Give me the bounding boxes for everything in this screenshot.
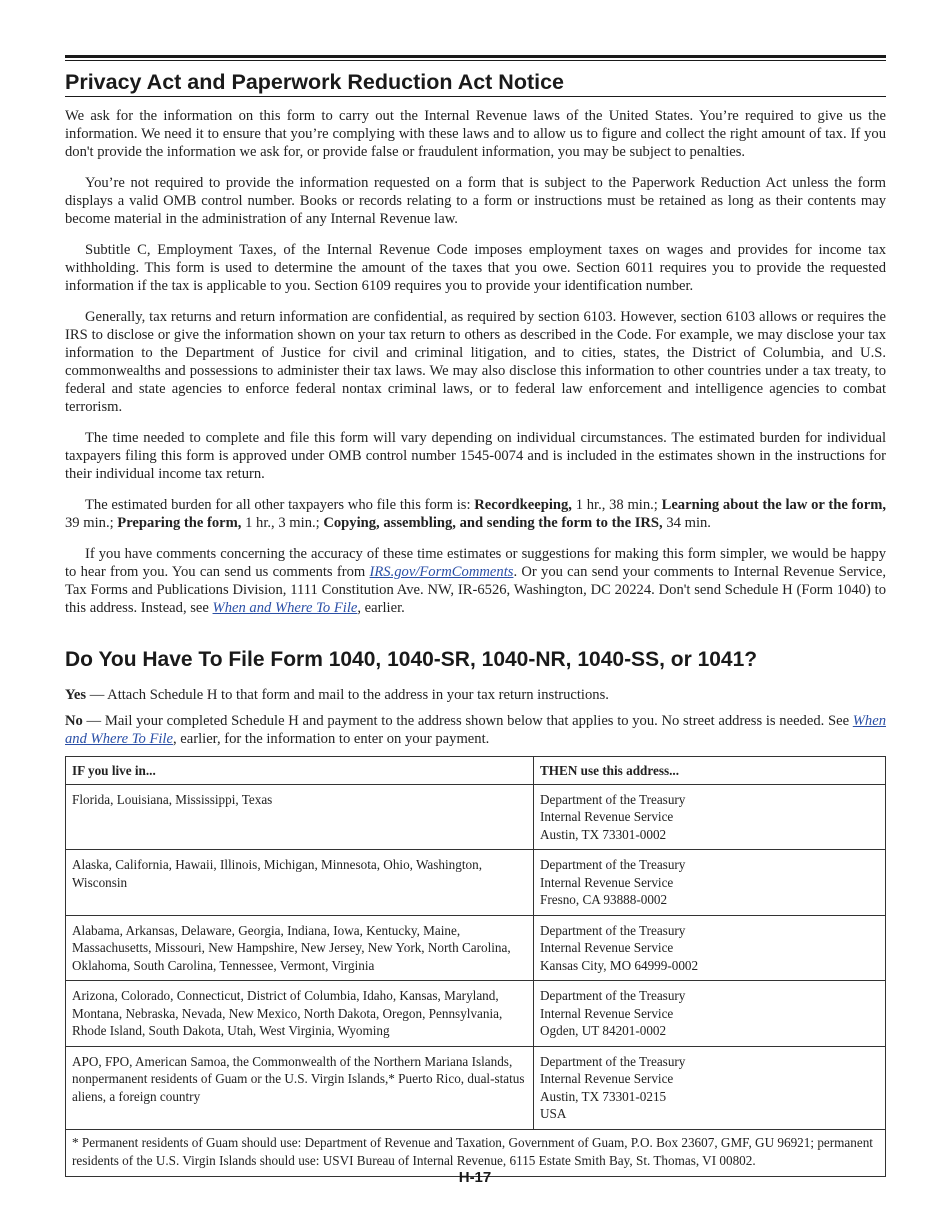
col-header-state: IF you live in... (66, 757, 534, 785)
page-number: H-17 (458, 1169, 492, 1186)
address-line: Internal Revenue Service (540, 809, 674, 824)
col-header-address: THEN use this address... (534, 757, 886, 785)
yes-text: — Attach Schedule H to that form and mail to the address in your tax return instructions. (86, 687, 609, 703)
burden-intro: The estimated burden for all other taxpayers who file this form is: (85, 497, 475, 513)
document-page (65, 55, 886, 1177)
address-cell (534, 1046, 886, 1129)
states-cell: Arizona, Colorado, Connecticut, District of Columbia, Idaho, Kansas, Maryland, Montana, Nebraska, Nevada, New Mexico, North Dakota, Oregon, Pennsylvania, Rhode Island, South Dakota, Utah, West Virginia, Wyoming (66, 981, 534, 1047)
table-row (66, 915, 886, 981)
address-line: Ogden, UT 84201-0002 (540, 1023, 667, 1038)
no-label: No (65, 713, 83, 729)
address-line: Austin, TX 73301-0215 (540, 1088, 667, 1104)
address-line: Austin, TX 73301-0002 (540, 826, 667, 842)
no-text-2: , earlier, for the information to enter on your payment. (172, 731, 490, 747)
address-line: Department of the Treasury (540, 857, 686, 872)
top-rule-thick (65, 55, 886, 58)
top-rule-thin (65, 60, 886, 61)
address-line: Internal Revenue Service (540, 874, 674, 890)
address-line: Department of the Treasury (540, 922, 686, 938)
table-row (66, 784, 886, 850)
address-table (65, 756, 886, 1177)
privacy-paragraph-5: The time needed to complete and file this form will vary depending on individual circumstances. The estimated burden for individual taxpayers filing this form is approved under OMB control number 1545-0074 and is included in the estimates shown in the instructions for their individual income tax return. (65, 430, 886, 482)
states-cell: APO, FPO, American Samoa, the Commonwealth of the Northern Mariana Islands, nonpermanent residents of Guam or the U.S. Virgin Islands,* Puerto Rico, dual-status aliens, a foreign country (66, 1046, 534, 1129)
heading-rule (65, 96, 886, 97)
yes-label: Yes (65, 687, 87, 703)
comments-text-2: . Or you can send your comments to Internal Revenue Service, Tax Forms and Publications Division, 1111 Constitution Ave. NW, IR-6526, Washington, DC 20224. Don't send Schedule H (Form 1040) to this address. Instead, see (65, 564, 886, 616)
yes-paragraph (65, 686, 886, 704)
address-line: Internal Revenue Service (540, 940, 674, 955)
address-cell (534, 850, 886, 916)
learning-label: Learning about the law or the form, (661, 497, 886, 513)
privacy-paragraph-2: You’re not required to provide the information requested on a form that is subject to the Paperwork Reduction Act unless the form displays a valid OMB control number. Books or records relating to a form or instructions must be retained as long as their contents may become material in the administration of any Internal Revenue law. (65, 175, 886, 227)
no-paragraph (65, 712, 886, 748)
address-line: Internal Revenue Service (540, 1005, 674, 1021)
comments-text-1: If you have comments concerning the accuracy of these time estimates or suggestions for making this form simpler, we would be happy to hear from you. You can send us comments from (65, 546, 886, 580)
address-line: Department of the Treasury (540, 988, 686, 1003)
table-row (66, 850, 886, 916)
recordkeeping-label: Recordkeeping, (474, 497, 572, 513)
address-line: Fresno, CA 93888-0002 (540, 892, 668, 907)
table-footnote: * Permanent residents of Guam should use: Department of Revenue and Taxation, Government of Guam, P.O. Box 23607, GMF, GU 96921; permanent residents of the U.S. Virgin Islands should use: USVI Bureau of Internal Revenue, 6115 Estate Smith Bay, St. Thomas, VI 00802. (66, 1129, 886, 1176)
address-cell (534, 981, 886, 1047)
address-cell (534, 915, 886, 981)
privacy-paragraph-3: Subtitle C, Employment Taxes, of the Internal Revenue Code imposes employment taxes on wages and provides for income tax withholding. This form is used to determine the amount of the taxes that you owe. Section 6011 requires you to provide the requested information if the tax is applicable to you. Section 6109 requires you to provide your identification number. (65, 242, 886, 294)
address-line: Department of the Treasury (540, 1053, 686, 1069)
copying-value: 34 min. (662, 515, 711, 531)
table-header-row (66, 757, 886, 785)
table-row (66, 981, 886, 1047)
states-cell: Alabama, Arkansas, Delaware, Georgia, Indiana, Iowa, Kentucky, Maine, Massachusetts, Missouri, New Hampshire, New Jersey, New York, North Carolina, Oklahoma, South Carolina, Tennessee, Vermont, Virginia (66, 915, 534, 981)
preparing-label: Preparing the form, (117, 515, 242, 531)
states-cell: Florida, Louisiana, Mississippi, Texas (66, 784, 534, 850)
address-line: USA (540, 1106, 567, 1121)
privacy-paragraph-4: Generally, tax returns and return information are confidential, as required by section 6103. However, section 6103 allows or requires the IRS to disclose or give the information shown on your tax return to others as described in the Code. For example, we may disclose your tax information to the Department of Justice for civil and criminal litigation, and to cities, states, the District of Columbia, and U.S. commonwealths and possessions to administer their tax laws. We may also disclose this information to other countries under a tax treaty, to federal and state agencies to enforce federal nontax criminal laws, or to federal law enforcement and intelligence agencies to combat terrorism. (65, 309, 886, 415)
address-line: Kansas City, MO 64999-0002 (540, 957, 699, 973)
privacy-heading: Privacy Act and Paperwork Reduction Act Notice (65, 70, 565, 94)
address-line: Internal Revenue Service (540, 1071, 674, 1086)
no-text: — Mail your completed Schedule H and payment to the address shown below that applies to you. No street address is needed. See (82, 713, 853, 729)
address-cell (534, 784, 886, 850)
address-line: Department of the Treasury (540, 791, 686, 807)
recordkeeping-value: 1 hr., 38 min.; (571, 497, 662, 513)
burden-paragraph (65, 496, 886, 532)
no-when-where-file-link[interactable]: When and Where To File (65, 713, 886, 747)
when-where-file-link[interactable]: When and Where To File (212, 600, 358, 616)
comments-paragraph (65, 545, 886, 617)
learning-value: 39 min.; (65, 515, 118, 531)
comments-text-3: , earlier. (357, 600, 405, 616)
filing-heading: Do You Have To File Form 1040, 1040-SR, 1040-NR, 1040-SS, or 1041? (65, 648, 758, 671)
preparing-value: 1 hr., 3 min.; (241, 515, 324, 531)
copying-label: Copying, assembling, and sending the form to the IRS, (323, 515, 663, 531)
states-cell: Alaska, California, Hawaii, Illinois, Michigan, Minnesota, Ohio, Washington, Wisconsin (66, 850, 534, 916)
form-comments-link[interactable]: IRS.gov/FormComments (369, 564, 514, 580)
table-row (66, 1046, 886, 1129)
privacy-paragraph-1: We ask for the information on this form to carry out the Internal Revenue laws of the United States. You’re required to give us the information. We need it to ensure that you’re complying with these laws and to allow us to figure and collect the right amount of tax. If you don't provide the information we ask for, or provide false or fraudulent information, you may be subject to penalties. (65, 108, 886, 160)
